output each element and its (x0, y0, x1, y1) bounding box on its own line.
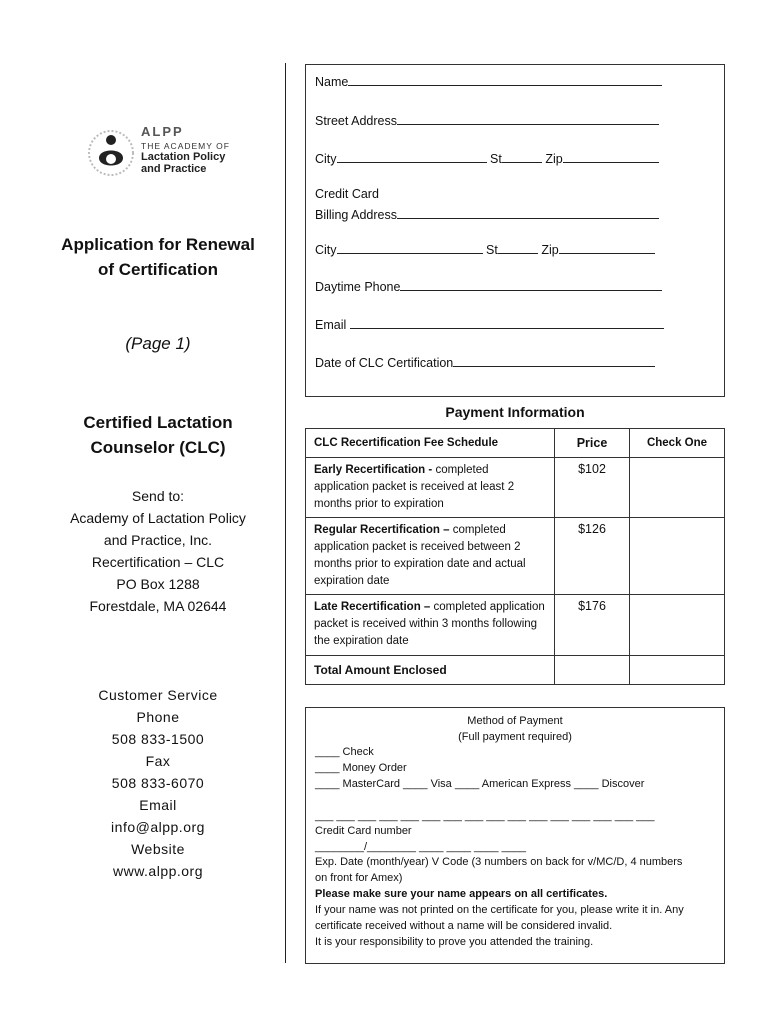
contact-line: Fax (145, 753, 171, 769)
note-line: certificate received without a name will be considered invalid. (315, 920, 613, 932)
clc-date-label: Date of CLC Certification (315, 356, 454, 370)
applicant-info-box (305, 64, 725, 397)
address-line: Forestdale, MA 02644 (89, 598, 227, 614)
payment-heading: Payment Information (445, 404, 585, 420)
fee-price: $102 (555, 458, 630, 518)
money-order-option[interactable]: ____ Money Order (315, 762, 407, 774)
header-price: Price (555, 429, 630, 458)
title-line-2: of Certification (98, 260, 218, 279)
billing-address-field[interactable] (315, 206, 659, 222)
logo-name-1: Lactation Policy (141, 151, 226, 163)
zip-label: Zip (545, 152, 563, 166)
expiry-vcode-field[interactable]: ________/________ ____ ____ ____ ____ (315, 841, 527, 853)
fee-type: Late Recertification – (314, 601, 434, 613)
city-label: City (315, 243, 337, 257)
city-state-zip-field[interactable] (315, 150, 659, 166)
logo-name-2: and Practice (141, 163, 207, 175)
expiry-label: Exp. Date (month/year) V Code (3 numbers on back for v/MC/D, 4 numbers (315, 856, 683, 868)
subtitle-line-1: Certified Lactation (83, 413, 233, 432)
address-line: Recertification – CLC (91, 554, 225, 570)
table-row (306, 518, 725, 595)
fee-description (306, 595, 555, 656)
billing-city-state-zip-field[interactable] (315, 241, 655, 257)
total-amount-cell[interactable] (555, 656, 630, 685)
fee-detail: completed application packet is received within 3 months following the expiration date (314, 601, 545, 647)
phone-label: Daytime Phone (315, 280, 401, 294)
credit-card-number-field[interactable]: ___ ___ ___ ___ ___ ___ ___ ___ ___ ___ ___ ___ ___ ___ ___ ___ (315, 810, 655, 822)
table-row (306, 656, 725, 685)
address-line: Send to: (131, 488, 185, 504)
column-divider (285, 63, 286, 963)
contact-line: Phone (136, 709, 180, 725)
contact-line: Website (131, 841, 185, 857)
check-cell[interactable] (630, 518, 725, 595)
title-line-1: Application for Renewal (61, 235, 255, 254)
subtitle-line-2: Counselor (CLC) (90, 438, 226, 457)
address-line: Academy of Lactation Policy (70, 510, 246, 526)
check-cell[interactable] (630, 458, 725, 518)
clc-date-field[interactable] (315, 354, 655, 370)
logo-tagline: THE ACADEMY OF (141, 141, 230, 151)
note-line: If your name was not printed on the certificate for you, please write it in. Any (315, 904, 684, 916)
table-row (306, 595, 725, 656)
street-field[interactable] (315, 112, 659, 128)
credit-card-label: Credit Card (315, 187, 379, 201)
fee-price: $176 (555, 595, 630, 656)
table-header-row (306, 429, 725, 458)
fee-detail: completed application packet is received at least 2 months prior to expiration (314, 464, 515, 510)
method-subtitle: (Full payment required) (458, 731, 572, 743)
billing-label: Billing Address (315, 208, 397, 222)
address-line: and Practice, Inc. (103, 532, 213, 548)
contact-line: 508 833-1500 (111, 731, 205, 747)
street-label: Street Address (315, 114, 397, 128)
contact-line: Email (139, 797, 177, 813)
name-field[interactable] (315, 73, 662, 89)
contact-line: Customer Service (98, 687, 218, 703)
total-label: Total Amount Enclosed (306, 656, 555, 685)
logo-acronym: ALPP (141, 124, 184, 139)
fee-description (306, 518, 555, 595)
card-options[interactable]: ____ MasterCard ____ Visa ____ American Express ____ Discover (315, 778, 645, 790)
contact-line: info@alpp.org (111, 819, 205, 835)
email-field[interactable] (315, 316, 664, 332)
fee-schedule-table (305, 428, 725, 685)
fee-price: $126 (555, 518, 630, 595)
method-of-payment-box (305, 707, 725, 964)
header-schedule: CLC Recertification Fee Schedule (306, 429, 555, 458)
check-option[interactable]: ____ Check (315, 746, 374, 758)
contact-line: www.alpp.org (112, 863, 204, 879)
name-label: Name (315, 75, 349, 89)
method-title: Method of Payment (467, 715, 563, 727)
subtitle (40, 410, 276, 460)
fee-description (306, 458, 555, 518)
check-cell[interactable] (630, 595, 725, 656)
page-title (40, 232, 276, 282)
page-number: (Page 1) (125, 334, 191, 353)
state-label: St (486, 243, 498, 257)
email-label: Email (315, 318, 347, 332)
city-label: City (315, 152, 337, 166)
phone-field[interactable] (315, 278, 662, 294)
name-note: Please make sure your name appears on all certificates. (315, 888, 608, 900)
fee-type: Regular Recertification – (314, 524, 453, 536)
logo-text (141, 124, 301, 175)
fee-detail: completed application packet is received between 2 months prior to expiration date and actual expiration date (314, 524, 526, 587)
zip-label: Zip (541, 243, 559, 257)
fee-type: Early Recertification - (314, 464, 436, 476)
table-row (306, 458, 725, 518)
mailing-address (40, 485, 276, 617)
credit-card-number-label: Credit Card number (315, 825, 412, 837)
alpp-logo-icon (86, 128, 136, 178)
contact-line: 508 833-6070 (111, 775, 205, 791)
expiry-label-2: on front for Amex) (315, 872, 403, 884)
address-line: PO Box 1288 (116, 576, 200, 592)
state-label: St (490, 152, 502, 166)
note-line: It is your responsibility to prove you attended the training. (315, 936, 594, 948)
customer-service-info (60, 684, 256, 882)
total-blank-cell (630, 656, 725, 685)
header-check: Check One (630, 429, 725, 458)
